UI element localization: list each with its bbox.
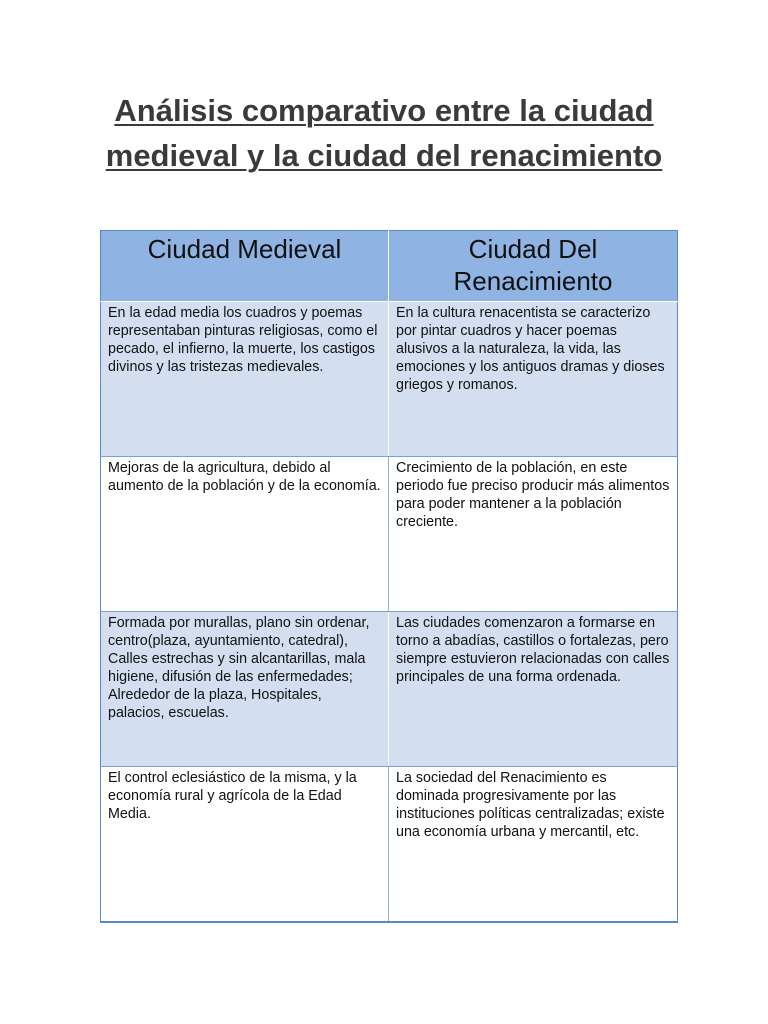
header-ciudad-medieval: Ciudad Medieval — [101, 231, 389, 302]
table-row — [101, 767, 678, 923]
cell-renacimiento: Las ciudades comenzaron a formarse en torno a abadías, castillos o fortalezas, pero siempre estuvieron relacionadas con calles principales de una forma ordenada. — [389, 612, 678, 767]
cell-medieval: En la edad media los cuadros y poemas representaban pinturas religiosas, como el pecado, el infierno, la muerte, los castigos divinos y las tristezas medievales. — [101, 302, 389, 457]
title-line-1: Análisis comparativo entre la ciudad — [114, 93, 654, 128]
cell-medieval: Formada por murallas, plano sin ordenar, centro(plaza, ayuntamiento, catedral), Calles estrechas y sin alcantarillas, mala higiene, difusión de las enfermedades; Alrededor de la plaza, Hospitales, palacios, escuelas. — [101, 612, 389, 767]
table-body — [101, 302, 678, 923]
cell-medieval: El control eclesiástico de la misma, y la economía rural y agrícola de la Edad Media. — [101, 767, 389, 923]
header-ciudad-renacimiento: Ciudad Del Renacimiento — [389, 231, 678, 302]
cell-renacimiento: La sociedad del Renacimiento es dominada progresivamente por las instituciones políticas centralizadas; existe una economía urbana y mercantil, etc. — [389, 767, 678, 923]
cell-renacimiento: En la cultura renacentista se caracterizo por pintar cuadros y hacer poemas alusivos a la naturaleza, la vida, las emociones y los antiguos dramas y dioses griegos y romanos. — [389, 302, 678, 457]
cell-medieval: Mejoras de la agricultura, debido al aumento de la población y de la economía. — [101, 457, 389, 612]
header-row — [101, 231, 678, 302]
comparison-table — [100, 230, 678, 923]
table-row — [101, 302, 678, 457]
table-row — [101, 612, 678, 767]
table-header — [101, 231, 678, 302]
table-row — [101, 457, 678, 612]
page-title — [90, 88, 678, 178]
cell-renacimiento: Crecimiento de la población, en este periodo fue preciso producir más alimentos para poder mantener a la población creciente. — [389, 457, 678, 612]
title-line-2: medieval y la ciudad del renacimiento — [105, 138, 663, 173]
